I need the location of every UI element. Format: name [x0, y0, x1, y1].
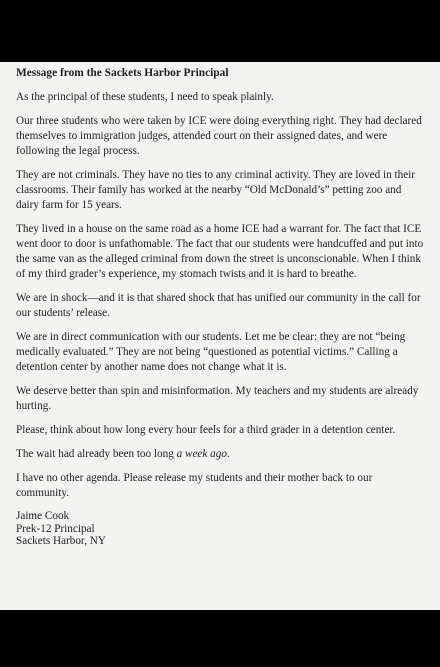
signature-block	[16, 510, 424, 548]
paragraph-misinformation: We deserve better than spin and misinformation. My teachers and my students are already hurting.	[16, 385, 419, 412]
paragraph-warrant: They lived in a house on the same road as a home ICE had a warrant for. The fact that ICE went door to door is unfathomable. The fact that our students were handcuffed and put into the same van as the alleged criminal from down the street is unconscionable. When I think of my third grader’s experience, my stomach twists and it is hard to breathe.	[16, 223, 424, 280]
signature-location: Sackets Harbor, NY	[16, 535, 106, 547]
wait-prefix: The wait had already been too long	[16, 448, 177, 460]
letter-page	[0, 62, 440, 610]
paragraph-intro: As the principal of these students, I need to speak plainly.	[16, 91, 274, 103]
paragraph-not-criminals: They are not criminals. They have no ties to any criminal activity. They are loved in their classrooms. Their family has worked at the nearby “Old McDonald’s” petting zoo and dairy farm for 15 years.	[16, 169, 415, 211]
paragraph-students-legal: Our three students who were taken by ICE were doing everything right. They had declared themselves to immigration judges, attended court on their assigned dates, and were following the legal process.	[16, 115, 422, 157]
wait-suffix: .	[226, 448, 230, 460]
letter-title: Message from the Sackets Harbor Principal	[16, 67, 229, 79]
paragraph-communication: We are in direct communication with our students. Let me be clear: they are not “being medically evaluated.” They are not being “questioned as potential victims.” Calling a detention center by another name does not change what it is.	[16, 331, 406, 373]
paragraph-closing: I have no other agenda. Please release my students and their mother back to our community.	[16, 472, 373, 499]
signature-name: Jaime Cook	[16, 510, 70, 522]
wait-emphasis: a week ago	[176, 448, 227, 460]
paragraph-wait	[16, 447, 424, 462]
signature-role: Prek-12 Principal	[16, 522, 95, 535]
paragraph-third-grader: Please, think about how long every hour feels for a third grader in a detention center.	[16, 424, 396, 436]
paragraph-shock: We are in shock—and it is that shared shock that has unified our community in the call for our students’ release.	[16, 292, 421, 319]
